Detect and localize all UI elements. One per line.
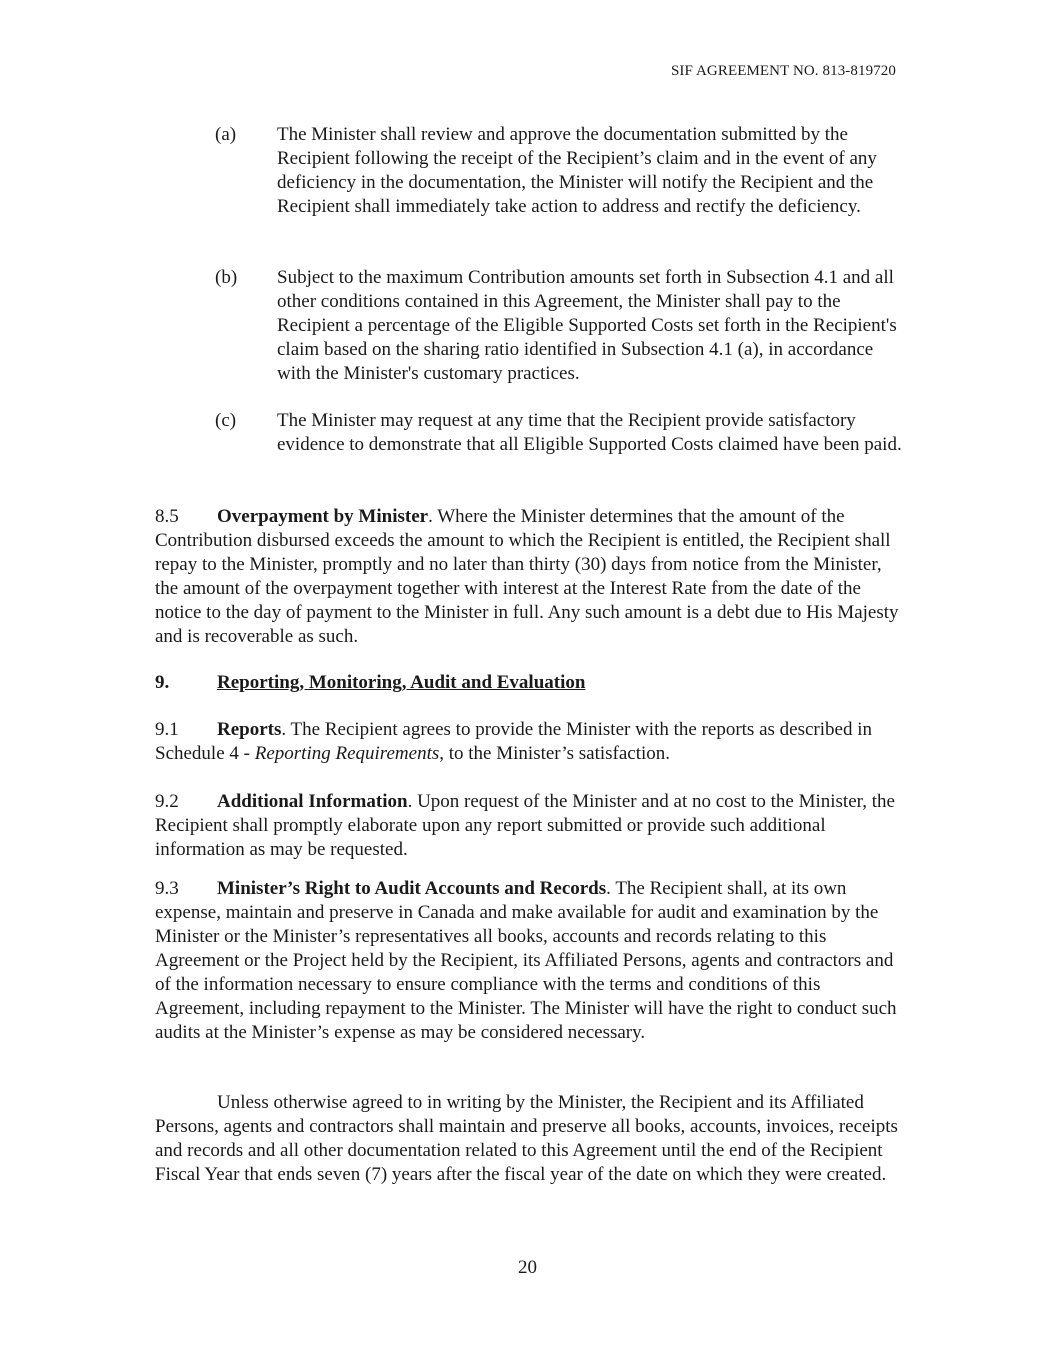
subsection-label: (c) bbox=[215, 410, 237, 431]
section-number: 9.2 bbox=[155, 791, 179, 812]
section-title: Reporting, Monitoring, Audit and Evaluation bbox=[217, 672, 586, 693]
section-heading: Minister’s Right to Audit Accounts and Records bbox=[217, 878, 607, 899]
section-9-1 bbox=[155, 718, 900, 766]
agreement-number-header: SIF AGREEMENT NO. 813-819720 bbox=[670, 63, 896, 79]
section-number: 9.1 bbox=[155, 719, 179, 740]
subsection-text: Subject to the maximum Contribution amounts set forth in Subsection 4.1 and all other conditions contained in this Agreement, the Minister shall pay to the Recipient a percentage of the Eligible Supported Costs set forth in the Recipient's claim based on the sharing ratio identified in Subsection 4.1 (a), in accordance with the Minister's customary practices. bbox=[277, 267, 897, 384]
section-text: . Upon request of the Minister and at no cost to the Minister, the Recipient shall promptly elaborate upon any report submitted or provide such additional information as may be requested. bbox=[155, 791, 895, 860]
page-number: 20 bbox=[518, 1257, 537, 1278]
subsection-label: (a) bbox=[215, 124, 237, 145]
section-number: 8.5 bbox=[155, 506, 179, 527]
subsection-label: (b) bbox=[215, 267, 238, 288]
section-8-5 bbox=[155, 505, 900, 649]
section-heading: Overpayment by Minister bbox=[217, 506, 429, 527]
section-number: 9.3 bbox=[155, 878, 179, 899]
section-text-end: , to the Minister’s satisfaction. bbox=[439, 743, 671, 764]
section-9-2 bbox=[155, 790, 900, 862]
section-text: . Where the Minister determines that the amount of the Contribution disbursed exceeds the amount to which the Recipient is entitled, the Recipient shall repay to the Minister, promptly and no later than thirty (30) days from notice from the Minister, the amount of the overpayment together with interest at the Interest Rate from the date of the notice to the day of payment to the Minister in full. Any such amount is a debt due to His Majesty and is recoverable as such. bbox=[155, 506, 899, 647]
section-9-3-continuation: Unless otherwise agreed to in writing by the Minister, the Recipient and its Affiliated Persons, agents and contractors shall maintain and preserve all books, accounts, invoices, receipts and records and all other documentation related to this Agreement until the end of the Recipient Fiscal Year that ends seven (7) years after the fiscal year of the date on which they were created. bbox=[155, 1092, 898, 1185]
section-number: 9. bbox=[155, 672, 170, 693]
section-9-heading bbox=[155, 671, 900, 695]
section-heading: Reports bbox=[217, 719, 282, 740]
section-text: . The Recipient shall, at its own expense, maintain and preserve in Canada and make available for audit and examination by the Minister or the Minister’s representatives all books, accounts and records relating to this Agreement or the Project held by the Recipient, its Affiliated Persons, agents and contractors and of the information necessary to ensure compliance with the terms and conditions of this Agreement, including repayment to the Minister. The Minister will have the right to conduct such audits at the Minister’s expense as may be considered necessary. bbox=[155, 878, 897, 1043]
schedule-reference: Reporting Requirements bbox=[254, 743, 440, 764]
subsection-text: The Minister may request at any time that the Recipient provide satisfactory evidence to demonstrate that all Eligible Supported Costs claimed have been paid. bbox=[277, 410, 902, 455]
section-9-3 bbox=[155, 877, 900, 1045]
subsection-text: The Minister shall review and approve the documentation submitted by the Recipient following the receipt of the Recipient’s claim and in the event of any deficiency in the documentation, the Minister will notify the Recipient and the Recipient shall immediately take action to address and rectify the deficiency. bbox=[277, 124, 877, 217]
section-heading: Additional Information bbox=[217, 791, 408, 812]
section-text: . The Recipient agrees to provide the Minister with the reports as described in Schedule 4 - bbox=[155, 719, 872, 764]
